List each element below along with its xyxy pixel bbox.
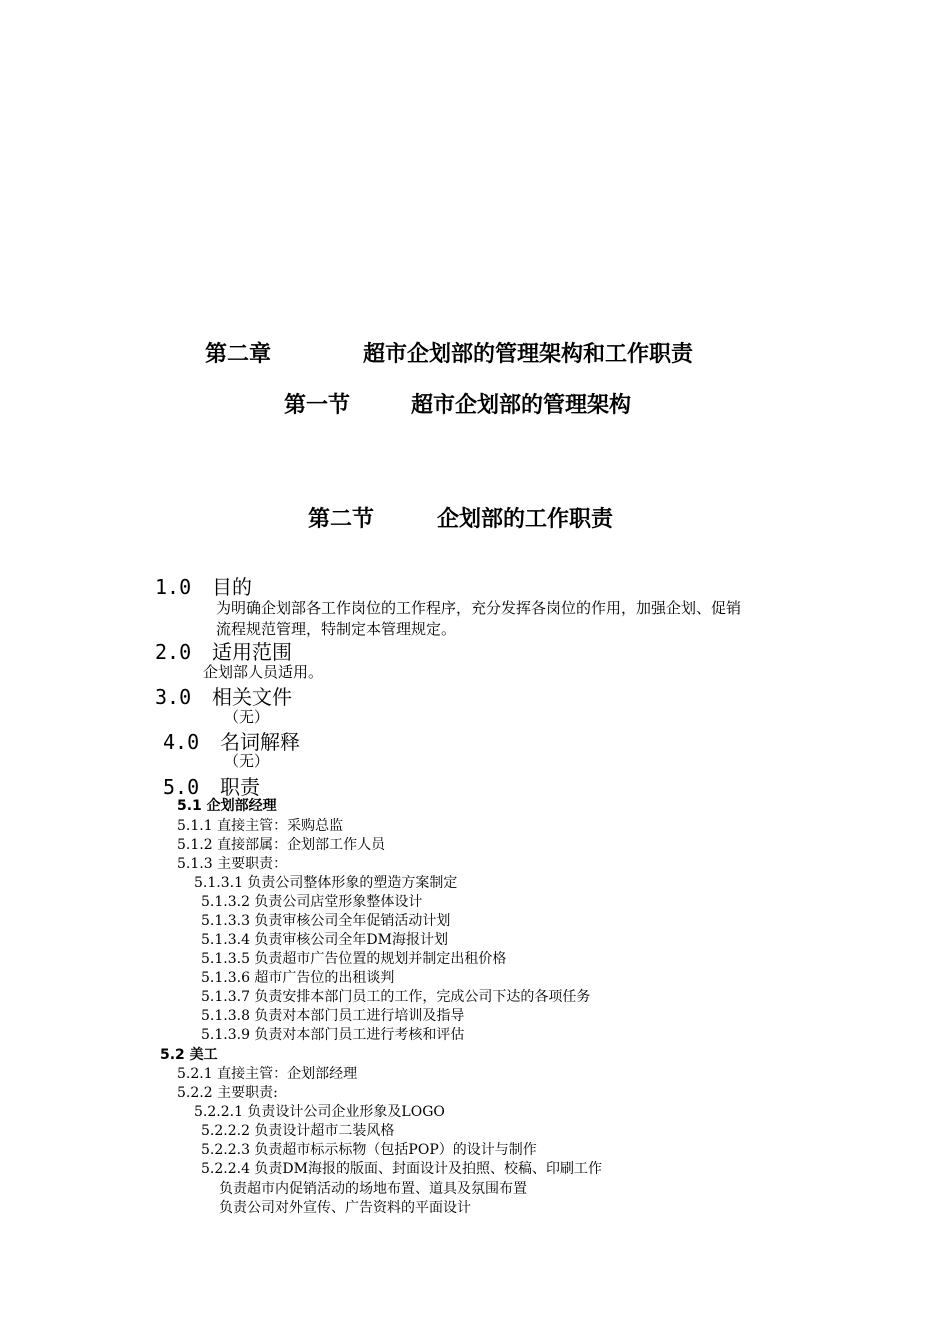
purpose-line-1: 为明确企划部各工作岗位的工作程序，充分发挥各岗位的作用，加强企划、促销 (216, 599, 742, 617)
chapter-title: 超市企划部的管理架构和工作职责 (363, 342, 694, 367)
designer-duty-extra: 负责公司对外宣传、广告资料的平面设计 (219, 1200, 471, 1216)
chapter-heading (205, 337, 271, 368)
related-docs-text: （无） (224, 708, 270, 726)
section2-title: 企划部的工作职责 (437, 507, 614, 532)
manager-duty: 5.1.3.7 负责安排本部门员工的工作，完成公司下达的各项任务 (201, 989, 591, 1005)
manager-duty: 5.1.3.6 超市广告位的出租谈判 (201, 970, 395, 986)
manager-duty: 5.1.3.2 负责公司店堂形象整体设计 (201, 894, 423, 910)
manager-duty: 5.1.3.1 负责公司整体形象的塑造方案制定 (194, 875, 458, 891)
section1-title: 超市企划部的管理架构 (411, 393, 632, 418)
heading-related-docs: 3.0 相关文件 (155, 685, 292, 709)
manager-item: 5.1.1 直接主管：采购总监 (177, 818, 344, 834)
designer-duty: 5.2.2.3 负责超市标示标物（包括POP）的设计与制作 (201, 1142, 537, 1158)
manager-duty: 5.1.3.4 负责审核公司全年DM海报计划 (201, 932, 448, 948)
heading-scope: 2.0 适用范围 (155, 640, 292, 664)
heading-terms: 4.0 名词解释 (163, 730, 300, 754)
scope-text: 企划部人员适用。 (203, 663, 324, 681)
designer-heading: 5.2 美工 (160, 1047, 218, 1063)
designer-item: 5.2.1 直接主管：企划部经理 (177, 1066, 358, 1082)
manager-duty: 5.1.3.3 负责审核公司全年促销活动计划 (201, 913, 451, 929)
purpose-line-2: 流程规范管理，特制定本管理规定。 (216, 620, 457, 638)
designer-item: 5.2.2 主要职责: (177, 1085, 278, 1101)
manager-duty: 5.1.3.9 负责对本部门员工进行考核和评估 (201, 1027, 465, 1043)
heading-purpose: 1.0 目的 (155, 575, 252, 599)
terms-text: （无） (224, 752, 270, 770)
section1-number: 第一节 (284, 393, 351, 418)
manager-duty: 5.1.3.8 负责对本部门员工进行培训及指导 (201, 1008, 465, 1024)
designer-duty: 5.2.2.1 负责设计公司企业形象及LOGO (194, 1104, 445, 1120)
section2-number: 第二节 (308, 507, 375, 532)
designer-duty-extra: 负责超市内促销活动的场地布置、道具及氛围布置 (219, 1181, 527, 1197)
heading-duties: 5.0 职责 (163, 775, 260, 799)
manager-heading: 5.1 企划部经理 (177, 798, 277, 814)
designer-duty: 5.2.2.2 负责设计超市二装风格 (201, 1123, 395, 1139)
chapter-number: 第二章 (205, 342, 272, 367)
manager-duty: 5.1.3.5 负责超市广告位置的规划并制定出租价格 (201, 951, 507, 967)
designer-duty: 5.2.2.4 负责DM海报的版面、封面设计及拍照、校稿、印刷工作 (201, 1161, 602, 1177)
manager-item: 5.1.3 主要职责： (177, 856, 288, 872)
manager-item: 5.1.2 直接部属：企划部工作人员 (177, 837, 386, 853)
